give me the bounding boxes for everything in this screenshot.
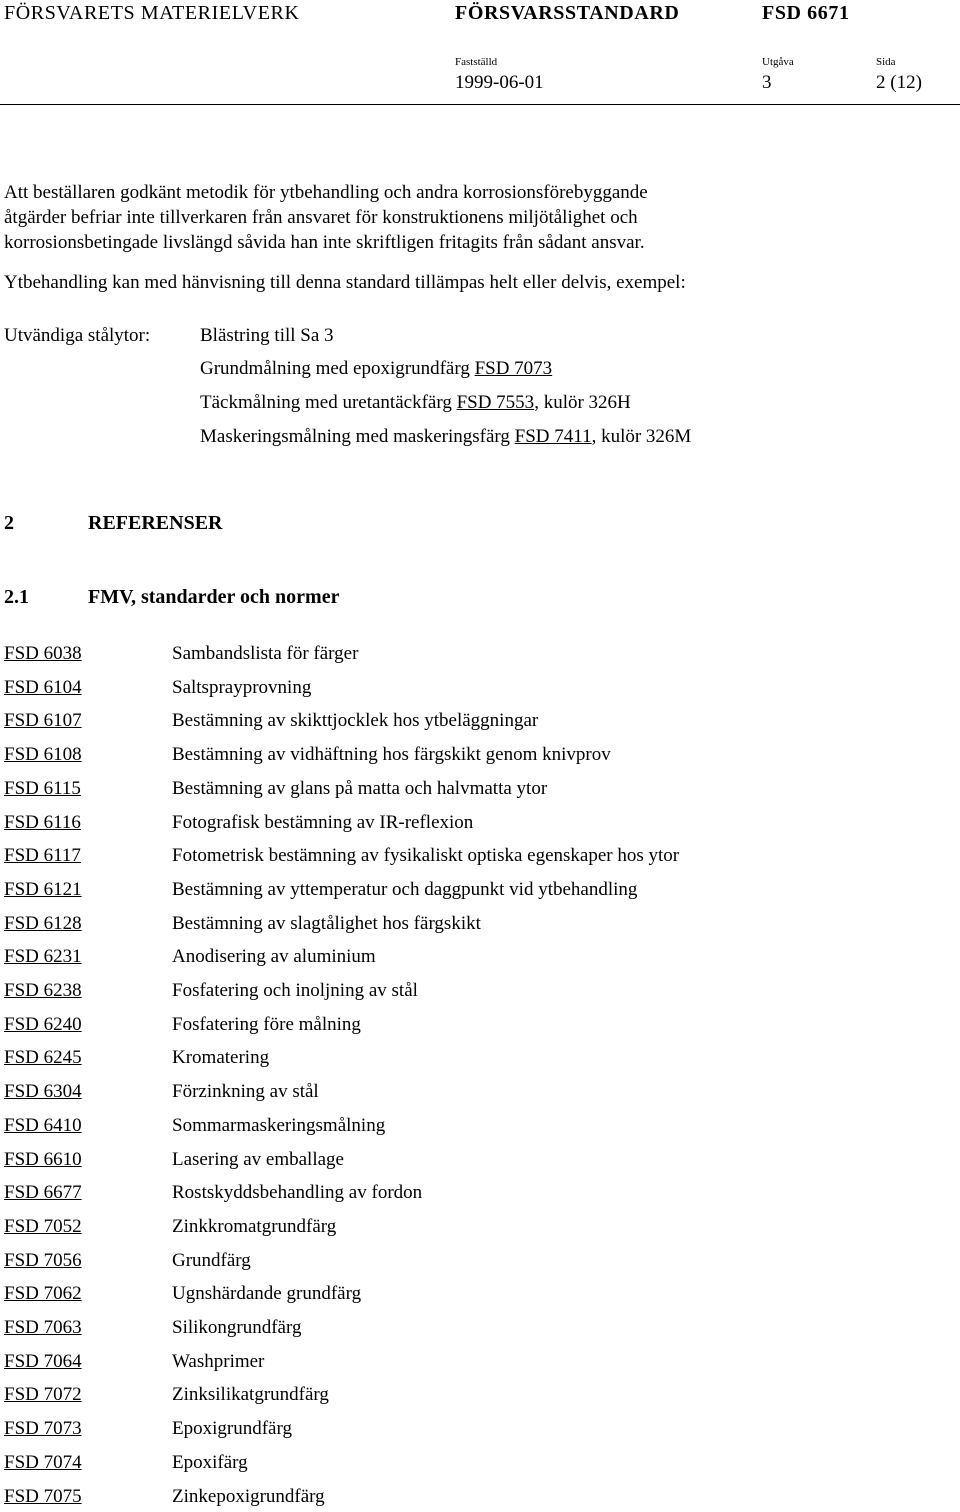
reference-code-link[interactable]: FSD 6238 xyxy=(4,980,82,1001)
standard-link[interactable]: FSD 7553 xyxy=(456,392,535,413)
reference-code-link[interactable]: FSD 7056 xyxy=(4,1250,82,1271)
page-value: 2 (12) xyxy=(876,72,922,93)
edition-label: Utgåva xyxy=(762,56,794,68)
reference-code-link[interactable]: FSD 7075 xyxy=(4,1486,82,1507)
reference-title: Anodisering av aluminium xyxy=(172,946,376,967)
reference-title: Lasering av emballage xyxy=(172,1149,344,1170)
reference-code-link[interactable]: FSD 7063 xyxy=(4,1317,82,1338)
example-step-suffix: , kulör 326M xyxy=(591,426,692,447)
reference-code-link[interactable]: FSD 6121 xyxy=(4,879,82,900)
reference-title: Fotografisk bestämning av IR-reflexion xyxy=(172,812,474,833)
example-step-text: Grundmålning med epoxigrundfärg xyxy=(200,358,475,379)
header-divider xyxy=(0,104,960,105)
doc-id: FSD 6671 xyxy=(762,2,850,24)
example-step-text: Blästring till Sa 3 xyxy=(200,325,334,346)
reference-title: Fosfatering före målning xyxy=(172,1014,361,1035)
reference-title: Bestämning av glans på matta och halvmatta ytor xyxy=(172,778,548,799)
example-step xyxy=(200,424,691,450)
reference-title: Zinkepoxigrundfärg xyxy=(172,1486,325,1507)
example-step-suffix: , kulör 326H xyxy=(534,392,631,413)
reference-title: Bestämning av slagtålighet hos färgskikt xyxy=(172,913,481,934)
reference-code-link[interactable]: FSD 6245 xyxy=(4,1047,82,1068)
reference-title: Fosfatering och inoljning av stål xyxy=(172,980,418,1001)
reference-title: Epoxifärg xyxy=(172,1452,248,1473)
reference-title: Sommarmaskeringsmålning xyxy=(172,1115,386,1136)
intro-line-1: Att beställaren godkänt metodik för ytbehandling och andra korrosionsförebyggande xyxy=(4,182,648,203)
reference-title: Rostskyddsbehandling av fordon xyxy=(172,1182,423,1203)
edition-value: 3 xyxy=(762,72,772,93)
subsection-number: 2.1 xyxy=(4,586,29,608)
reference-code-link[interactable]: FSD 6115 xyxy=(4,778,81,799)
reference-title: Kromatering xyxy=(172,1047,270,1068)
reference-code-link[interactable]: FSD 6107 xyxy=(4,710,82,731)
example-step xyxy=(200,390,631,416)
standard-link[interactable]: FSD 7411 xyxy=(514,426,592,447)
reference-code-link[interactable]: FSD 6116 xyxy=(4,812,81,833)
example-step xyxy=(200,356,552,382)
standard-link[interactable]: FSD 7073 xyxy=(474,358,553,379)
reference-code-link[interactable]: FSD 7072 xyxy=(4,1384,82,1405)
reference-code-link[interactable]: FSD 6117 xyxy=(4,845,81,866)
reference-title: Förzinkning av stål xyxy=(172,1081,319,1102)
example-label: Utvändiga stålytor: xyxy=(4,325,151,346)
section-title: REFERENSER xyxy=(88,512,223,534)
reference-title: Ugnshärdande grundfärg xyxy=(172,1283,362,1304)
intro-line-4: Ytbehandling kan med hänvisning till denna standard tillämpas helt eller delvis, exempel: xyxy=(4,272,686,293)
intro-line-3: korrosionsbetingade livslängd såvida han inte skriftligen fritagits från sådant ansvar. xyxy=(4,232,645,253)
org-name: FÖRSVARETS MATERIELVERK xyxy=(4,2,300,24)
reference-code-link[interactable]: FSD 6128 xyxy=(4,913,82,934)
reference-title: Epoxigrundfärg xyxy=(172,1418,292,1439)
reference-code-link[interactable]: FSD 6231 xyxy=(4,946,82,967)
reference-code-link[interactable]: FSD 6240 xyxy=(4,1014,82,1035)
reference-code-link[interactable]: FSD 6108 xyxy=(4,744,82,765)
reference-title: Zinkkromatgrundfärg xyxy=(172,1216,337,1237)
reference-code-link[interactable]: FSD 6610 xyxy=(4,1149,82,1170)
page-label: Sida xyxy=(876,56,896,68)
doc-type: FÖRSVARSSTANDARD xyxy=(455,2,680,24)
reference-code-link[interactable]: FSD 6104 xyxy=(4,677,82,698)
example-step xyxy=(200,323,334,349)
reference-title: Bestämning av vidhäftning hos färgskikt genom knivprov xyxy=(172,744,611,765)
example-step-text: Täckmålning med uretantäckfärg xyxy=(200,392,457,413)
reference-title: Fotometrisk bestämning av fysikaliskt optiska egenskaper hos ytor xyxy=(172,845,680,866)
section-number: 2 xyxy=(4,512,14,534)
reference-title: Zinksilikatgrundfärg xyxy=(172,1384,329,1405)
reference-code-link[interactable]: FSD 6410 xyxy=(4,1115,82,1136)
reference-title: Bestämning av yttemperatur och daggpunkt vid ytbehandling xyxy=(172,879,638,900)
reference-code-link[interactable]: FSD 7052 xyxy=(4,1216,82,1237)
reference-title: Grundfärg xyxy=(172,1250,251,1271)
reference-title: Silikongrundfärg xyxy=(172,1317,302,1338)
reference-code-link[interactable]: FSD 7074 xyxy=(4,1452,82,1473)
intro-line-2: åtgärder befriar inte tillverkaren från ansvaret för konstruktionens miljötålighet och xyxy=(4,207,638,228)
established-value: 1999-06-01 xyxy=(455,72,544,93)
established-label: Fastställd xyxy=(455,56,498,68)
reference-code-link[interactable]: FSD 6677 xyxy=(4,1182,82,1203)
reference-title: Bestämning av skikttjocklek hos ytbeläggningar xyxy=(172,710,539,731)
reference-code-link[interactable]: FSD 6304 xyxy=(4,1081,82,1102)
reference-code-link[interactable]: FSD 7073 xyxy=(4,1418,82,1439)
reference-code-link[interactable]: FSD 7064 xyxy=(4,1351,82,1372)
reference-title: Saltsprayprovning xyxy=(172,677,312,698)
reference-code-link[interactable]: FSD 7062 xyxy=(4,1283,82,1304)
reference-code-link[interactable]: FSD 6038 xyxy=(4,643,82,664)
reference-title: Washprimer xyxy=(172,1351,265,1372)
example-step-text: Maskeringsmålning med maskeringsfärg xyxy=(200,426,515,447)
subsection-title: FMV, standarder och normer xyxy=(88,586,340,608)
reference-title: Sambandslista för färger xyxy=(172,643,359,664)
